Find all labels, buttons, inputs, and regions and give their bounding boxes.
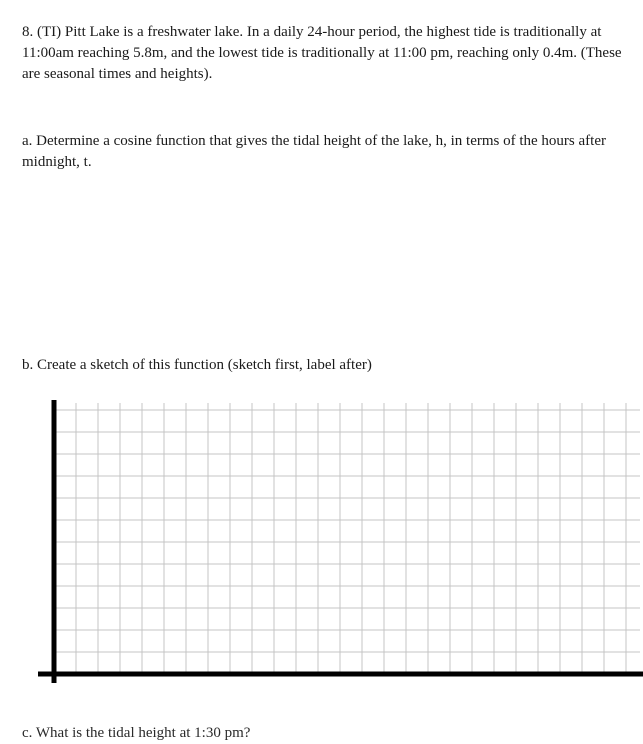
grid-lines [54, 403, 640, 674]
sketch-grid [0, 395, 643, 690]
part-b-prompt: b. Create a sketch of this function (sketch first, label after) [22, 357, 372, 373]
part-c-prompt: c. What is the tidal height at 1:30 pm? [22, 725, 251, 741]
question-intro: 8. (TI) Pitt Lake is a freshwater lake. In a daily 24-hour period, the highest tide is traditionally at 11:00am reaching 5.8m, and the lowest tide is traditionally at 11:00 pm, reaching only 0.4m. (These are seasonal times and heights). [22, 24, 622, 82]
part-a-prompt: a. Determine a cosine function that gives the tidal height of the lake, h, in terms of the hours after midnight, t. [22, 133, 606, 170]
